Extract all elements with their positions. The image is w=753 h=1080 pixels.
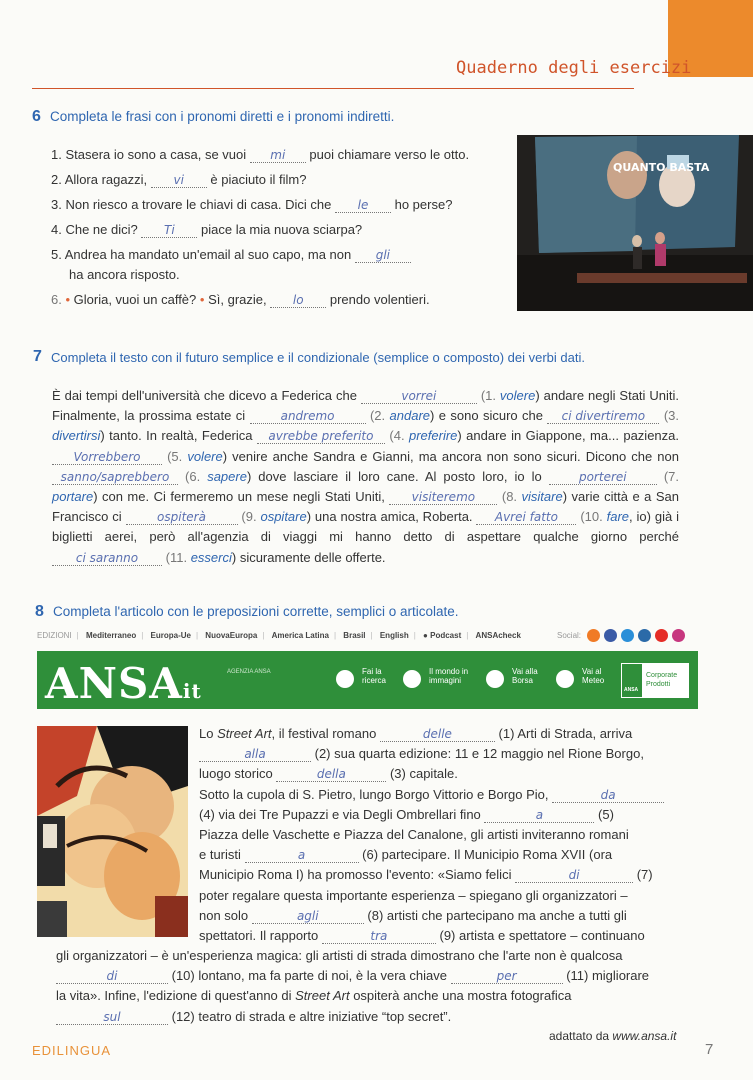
article-text-lower: gli organizzatori – è un'esperienza magica: gli artisti di strada dimostrano che l'arte non è qualcosa di (10) lontano, ma fa parte di noi, è la vera chiave per (11) migliorare la vita». Infine, l'edizione di quest'anno di Street Art ospiterà anche una mostra fotografica sul (12) teatro di strada e altre iniziative “top secret”. (56, 948, 650, 1024)
answer-blank[interactable]: da (552, 788, 664, 803)
linkedin-icon[interactable] (638, 629, 651, 642)
youtube-icon[interactable] (655, 629, 668, 642)
answer-blank[interactable]: agli (252, 909, 364, 924)
answer-blank[interactable]: a (484, 808, 594, 823)
answer-blank[interactable]: avrebbe preferito (257, 429, 385, 444)
answer-blank[interactable]: Ti (141, 223, 197, 238)
exercise-7-text: È dai tempi dell'università che dicevo a Federica che vorrei (1. volere) andare negli Stati Uniti. Finalmente, la prossima estate ci andremo (2. andare) e sono sicuro che ci divertiremo (3. divertirsi) tanto. In realtà, Federica avrebbe preferito (4. preferire) andare in Giappone, ma... pazienza. Vorrebbero (5. volere) venire anche Sandra e Gianni, ma ancora non sono sicuri. Dicono che non sanno/saprebbero (6. sapere) dove lasciare il loro cane. Al posto loro, io lo porterei (7. portare) con me. Ci fermeremo un mese negli Stati Uniti, visiteremo (8. visitare) varie città e a San Francisco ci ospiterà (9. ospitare) una nostra amica, Roberta. Avrei fatto (10. fare, io) già i biglietti aerei, però all'agenzia di viaggi mi hanno detto di aspettare qualche giorno perché ci saranno (11. esserci) sicuramente delle offerte. (52, 388, 680, 565)
movie-title: QUANTO BASTA (613, 161, 710, 174)
answer-blank[interactable]: ospiterà (126, 510, 238, 525)
exercise-6-number: 6 (32, 108, 41, 125)
answer-blank[interactable]: delle (380, 727, 495, 742)
ansa-edition-nav: EDIZIONI | Mediterraneo | Europa-Ue | NuovaEuropa | America Latina | Brasil | English | ● Podcast | ANSAcheck Social: (37, 631, 582, 640)
exercise-8-instruction: Completa l'articolo con le preposizioni corrette, semplici o articolate. (53, 604, 459, 619)
answer-blank[interactable]: vi (151, 173, 207, 188)
corporate-products-button[interactable]: ANSA Corporate Prodotti (621, 663, 689, 698)
search-link[interactable]: Fai la ricerca (362, 667, 387, 685)
ansa-header-bar (37, 651, 698, 709)
ex6-item-5-continuation: ha ancora risposto. (69, 267, 180, 282)
answer-blank[interactable]: di (515, 868, 633, 883)
page-title: Quaderno degli esercizi (456, 58, 692, 78)
street-art-image (37, 726, 188, 937)
exercise-7-instruction: Completa il testo con il futuro semplice e il condizionale (semplice o composto) dei verbi dati. (51, 350, 585, 365)
answer-blank[interactable]: andremo (250, 409, 366, 424)
answer-blank[interactable]: lo (270, 293, 326, 308)
answer-blank[interactable]: porterei (549, 470, 657, 485)
nav-europa-ue[interactable]: Europa-Ue (150, 631, 191, 640)
ansa-logo[interactable]: ANSAit (45, 659, 202, 708)
ex6-item-1: 1. Stasera io sono a casa, se vuoi mi puoi chiamare verso le otto. (51, 147, 470, 162)
nav-ansacheck[interactable]: ANSAcheck (475, 631, 521, 640)
ansa-agency-label: AGENZIA ANSA (227, 669, 271, 675)
answer-blank[interactable]: vorrei (361, 389, 477, 404)
twitter-icon[interactable] (621, 629, 634, 642)
answer-blank[interactable]: tra (322, 929, 436, 944)
answer-blank[interactable]: sanno/saprebbero (52, 470, 178, 485)
ex6-item-5: 5. Andrea ha mandato un'email al suo capo, ma non gli (51, 247, 411, 263)
source-credit: adattato da www.ansa.it (549, 1029, 677, 1043)
article-text-upper: Lo Street Art, il festival romano delle (1) Arti di Strada, arriva alla (2) sua quarta edizione: 11 e 12 maggio nel Rione Borgo, luogo storico della (3) capitale. Sotto la cupola di S. Pietro, lungo Borgo Vittorio e Borgo Pio, da (4) via dei Tre Pupazzi e via Degli Ombrellari fino a (5) Piazza delle Vaschette e Piazza del Canalone, gli artisti inviteranno romani e turisti a (6) partecipare. Il Municipio Roma XVII (ora Municipio Roma I) ha promosso l'evento: «Siamo felici di (7) poter regalare questa importante esperienza – spiegano gli organizzatori – non solo agli (8) artisti che partecipano ma anche a tutti gli spettatori. Il rapporto tra (9) artista e spettatore – continuano (199, 724, 680, 946)
rss-icon[interactable] (587, 629, 600, 642)
answer-blank[interactable]: di (56, 969, 168, 984)
weather-icon[interactable] (556, 670, 574, 688)
answer-blank[interactable]: ci divertiremo (547, 409, 659, 424)
nav-english[interactable]: English (379, 631, 409, 640)
nav-nuovaeuropa[interactable]: NuovaEuropa (205, 631, 258, 640)
answer-blank[interactable]: ci saranno (52, 551, 162, 566)
weather-link[interactable]: Vai al Meteo (582, 667, 605, 685)
nav-editions[interactable]: EDIZIONI (37, 631, 72, 640)
header-rule (32, 88, 634, 89)
answer-blank[interactable]: Vorrebbero (52, 450, 162, 465)
answer-blank[interactable]: a (245, 848, 359, 863)
answer-blank[interactable]: Avrei fatto (476, 510, 576, 525)
answer-blank[interactable]: per (451, 969, 563, 984)
social-label: Social: (557, 631, 582, 640)
nav-brasil[interactable]: Brasil (343, 631, 366, 640)
answer-blank[interactable]: gli (355, 248, 411, 263)
answer-blank[interactable]: mi (250, 148, 306, 163)
exercise-7-number: 7 (33, 348, 42, 365)
answer-blank[interactable]: le (335, 198, 391, 213)
nav-mediterraneo[interactable]: Mediterraneo (85, 631, 137, 640)
page-number: 7 (705, 1041, 714, 1058)
nav-america-latina[interactable]: America Latina (271, 631, 329, 640)
nav-podcast[interactable]: ● Podcast (423, 631, 462, 640)
answer-blank[interactable]: alla (199, 747, 311, 762)
ex6-item-3: 3. Non riesco a trovare le chiavi di casa. Dici che le ho perse? (51, 197, 453, 212)
facebook-icon[interactable] (604, 629, 617, 642)
exercise-8-number: 8 (35, 603, 44, 620)
ex6-item-6: 6. • Gloria, vuoi un caffè? • Sì, grazie, lo prendo volentieri. (51, 292, 430, 307)
stock-market-link[interactable]: Vai alla Borsa (512, 667, 538, 685)
ex6-item-4: 4. Che ne dici? Ti piace la mia nuova sciarpa? (51, 222, 363, 237)
images-icon[interactable] (403, 670, 421, 688)
answer-blank[interactable]: sul (56, 1010, 168, 1025)
ex6-item-2: 2. Allora ragazzi, vi è piaciuto il film? (51, 172, 307, 187)
stock-market-icon[interactable] (486, 670, 504, 688)
search-icon[interactable] (336, 670, 354, 688)
cinema-photo (517, 135, 753, 311)
instagram-icon[interactable] (672, 629, 685, 642)
images-link[interactable]: Il mondo in immagini (429, 667, 469, 685)
publisher-logo: EDILINGUA (32, 1043, 112, 1058)
answer-blank[interactable]: della (276, 767, 386, 782)
answer-blank[interactable]: visiteremo (389, 490, 497, 505)
exercise-6-instruction: Completa le frasi con i pronomi diretti e i pronomi indiretti. (50, 109, 395, 124)
